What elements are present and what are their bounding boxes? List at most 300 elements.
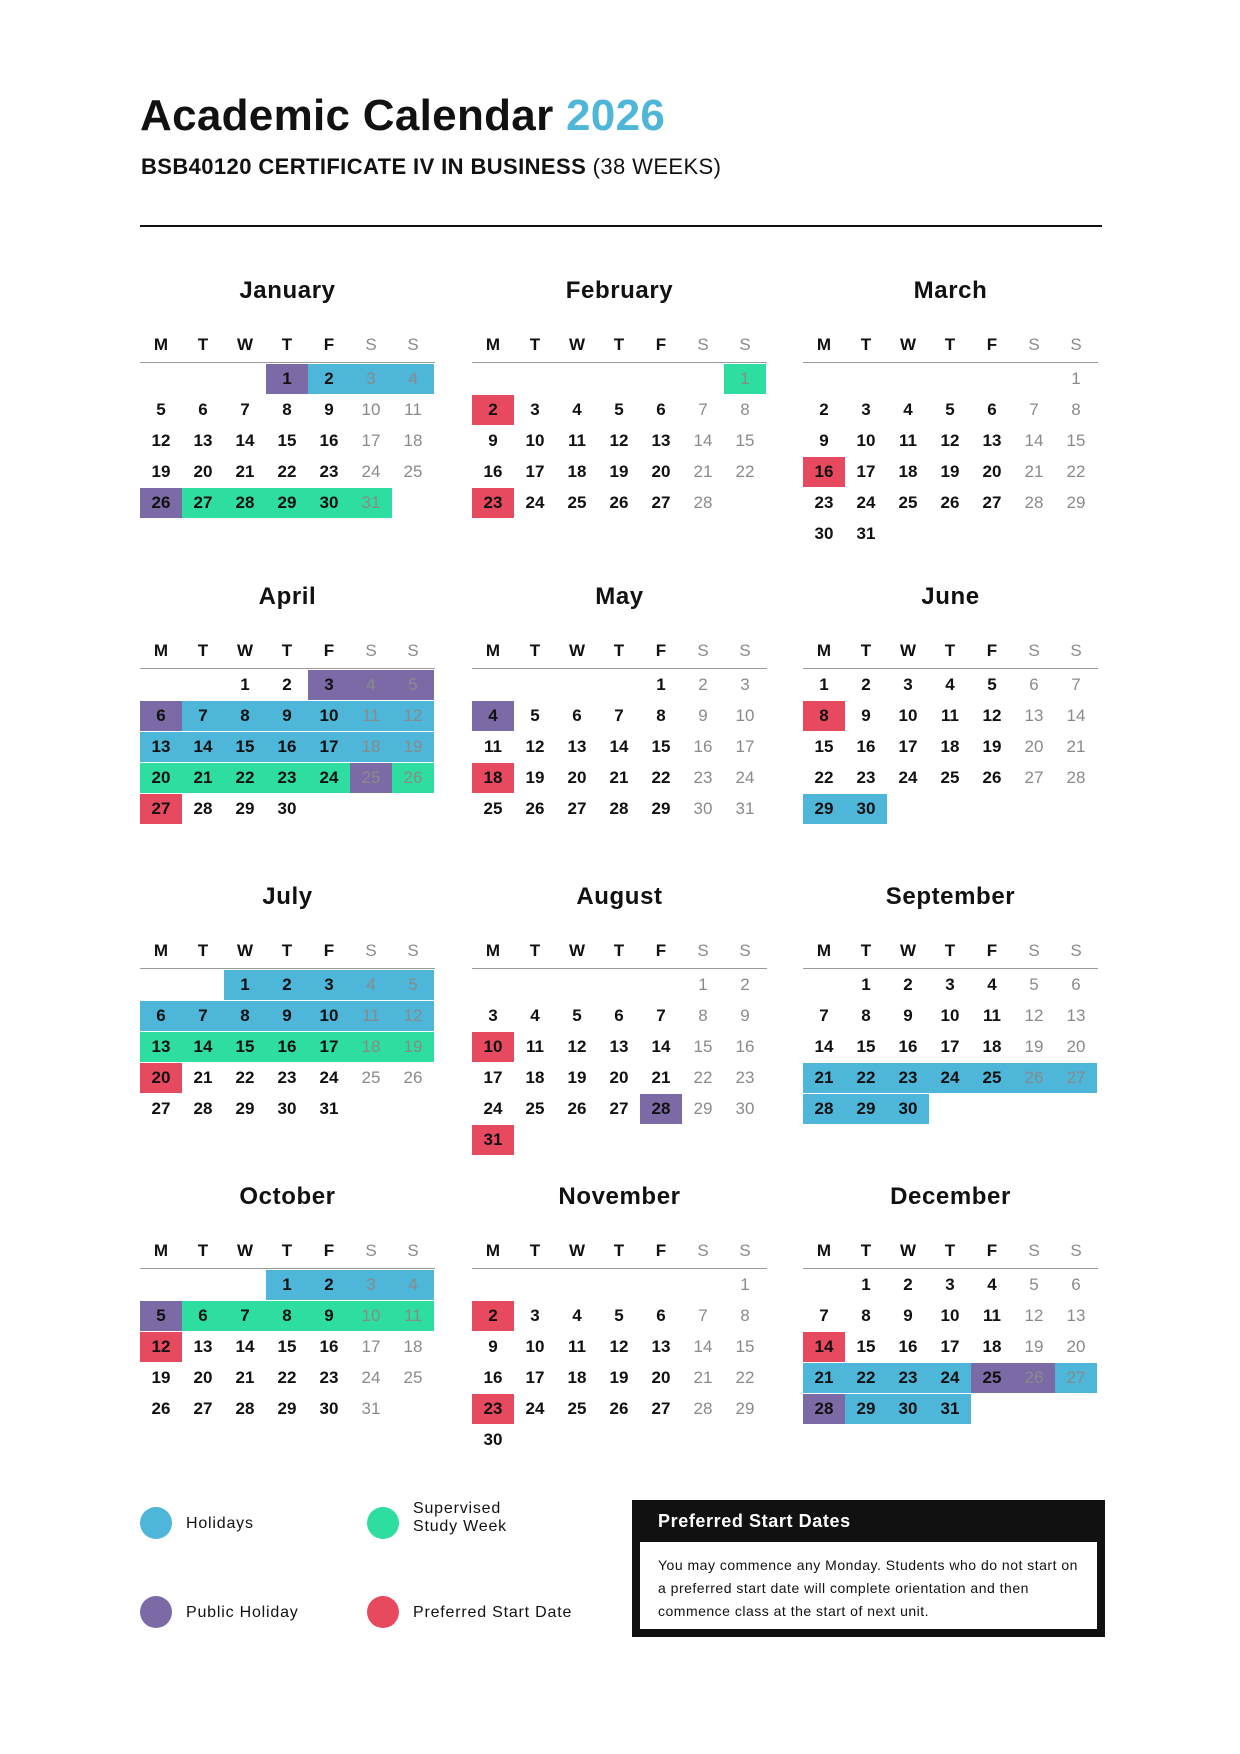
day-cell: 23: [814, 493, 834, 512]
day-cell: 20: [567, 768, 587, 787]
month-divider: [803, 668, 1098, 669]
day-cell: 13: [982, 431, 1002, 450]
day-cell: 5: [614, 1306, 624, 1325]
day-cell: 30: [308, 488, 350, 518]
day-cell: 17: [856, 462, 876, 481]
day-cell: 3: [350, 364, 392, 394]
day-cell: 12: [140, 1332, 182, 1362]
day-cell: 17: [940, 1337, 960, 1356]
day-cell: 29: [266, 488, 308, 518]
weekday-label: S: [365, 641, 377, 660]
day-cell: 11: [568, 431, 586, 450]
day-cell: 9: [861, 706, 871, 725]
weekday-label: S: [365, 1241, 377, 1260]
day-cell: 23: [266, 763, 308, 793]
day-cell: 5: [987, 675, 997, 694]
day-cell: 19: [525, 768, 545, 787]
day-cell: 27: [140, 794, 182, 824]
day-cell: 21: [182, 763, 224, 793]
day-cell: 9: [324, 400, 334, 419]
day-cell: 24: [319, 1068, 339, 1087]
weekday-header: [472, 335, 767, 355]
day-cell: 11: [404, 400, 422, 419]
weekday-label: W: [899, 641, 917, 660]
day-cell: 29: [845, 1394, 887, 1424]
month-divider: [140, 968, 435, 969]
weekday-label: S: [407, 1241, 419, 1260]
day-cell: 31: [472, 1125, 514, 1155]
day-cell: 30: [887, 1094, 929, 1124]
day-cell: 12: [609, 431, 629, 450]
day-cell: 25: [403, 462, 423, 481]
day-cell: 4: [987, 1275, 997, 1294]
day-cell: 23: [277, 1068, 297, 1087]
day-cell: 27: [609, 1099, 629, 1118]
day-cell: 21: [235, 1368, 255, 1387]
day-cell: 28: [803, 1094, 845, 1124]
day-cell: 5: [156, 400, 166, 419]
weekday-label: T: [281, 1241, 293, 1260]
day-cell: 14: [182, 732, 224, 762]
day-cell: 8: [282, 400, 292, 419]
title-text: Academic Calendar: [140, 91, 554, 140]
day-cell: 15: [735, 1337, 755, 1356]
weekday-label: T: [613, 641, 625, 660]
day-cell: 30: [814, 524, 834, 543]
weekday-label: F: [986, 335, 998, 354]
day-cell: 8: [803, 701, 845, 731]
month-name: March: [913, 277, 988, 304]
day-cell: 6: [656, 400, 666, 419]
day-cell: 9: [903, 1006, 913, 1025]
day-cell: 4: [350, 970, 392, 1000]
page-title: [140, 92, 665, 140]
day-cell: 11: [568, 1337, 586, 1356]
day-cell: 13: [651, 431, 671, 450]
day-cell: 7: [1029, 400, 1039, 419]
day-cell: 10: [525, 1337, 545, 1356]
day-cell: 9: [308, 1301, 350, 1331]
day-cell: 2: [903, 975, 913, 994]
day-cell: 7: [819, 1306, 829, 1325]
day-cell: 20: [1066, 1337, 1086, 1356]
day-cell: 20: [193, 462, 213, 481]
day-cell: 21: [693, 462, 713, 481]
day-cell: 10: [940, 1006, 960, 1025]
day-cell: 21: [803, 1363, 845, 1393]
weekday-header: [803, 1241, 1098, 1261]
day-cell: 3: [350, 1270, 392, 1300]
day-cell: 6: [614, 1006, 624, 1025]
day-cell: 1: [861, 975, 871, 994]
weekday-label: W: [236, 941, 254, 960]
course-duration: (38 WEEKS): [592, 154, 722, 179]
weekday-label: T: [197, 335, 209, 354]
day-cell: 26: [567, 1099, 587, 1118]
holidays-swatch: [140, 1507, 172, 1539]
day-cell: 18: [982, 1037, 1002, 1056]
day-cell: 20: [609, 1068, 629, 1087]
weekday-header: [140, 335, 435, 355]
day-cell: 3: [740, 675, 750, 694]
day-cell: 6: [182, 1301, 224, 1331]
day-cell: 19: [1024, 1037, 1044, 1056]
day-cell: 3: [488, 1006, 498, 1025]
day-cell: 12: [1024, 1306, 1044, 1325]
day-cell: 3: [530, 400, 540, 419]
day-cell: 20: [651, 1368, 671, 1387]
day-cell: 8: [224, 701, 266, 731]
day-cell: 7: [819, 1006, 829, 1025]
day-cell: 15: [224, 1032, 266, 1062]
day-cell: 6: [140, 1001, 182, 1031]
day-cell: 30: [845, 794, 887, 824]
day-cell: 30: [483, 1430, 503, 1449]
day-cell: 13: [1066, 1306, 1086, 1325]
weekday-header: [472, 1241, 767, 1261]
weekday-label: F: [655, 641, 667, 660]
day-cell: 24: [483, 1099, 503, 1118]
day-cell: 8: [266, 1301, 308, 1331]
day-cell: 17: [525, 462, 545, 481]
day-cell: 25: [898, 493, 918, 512]
month-divider: [472, 968, 767, 969]
weekday-header: [472, 641, 767, 661]
day-cell: 6: [198, 400, 208, 419]
weekday-label: T: [613, 1241, 625, 1260]
weekday-label: W: [899, 335, 917, 354]
day-cell: 8: [656, 706, 666, 725]
day-cell: 22: [735, 462, 755, 481]
day-cell: 18: [898, 462, 918, 481]
day-cell: 4: [472, 701, 514, 731]
day-cell: 4: [392, 1270, 434, 1300]
day-cell: 31: [856, 524, 876, 543]
weekday-label: S: [697, 1241, 709, 1260]
weekday-label: S: [739, 1241, 751, 1260]
weekday-label: F: [655, 941, 667, 960]
day-cell: 1: [1071, 369, 1081, 388]
day-cell: 16: [856, 737, 876, 756]
day-cell: 28: [803, 1394, 845, 1424]
day-cell: 21: [193, 1068, 213, 1087]
weekday-header: [140, 941, 435, 961]
weekday-label: S: [1070, 941, 1082, 960]
weekday-label: S: [1070, 335, 1082, 354]
day-cell: 30: [693, 799, 713, 818]
month-name: May: [595, 583, 644, 610]
day-cell: 14: [693, 431, 713, 450]
day-cell: 24: [525, 493, 545, 512]
day-cell: 4: [350, 670, 392, 700]
day-cell: 18: [350, 1032, 392, 1062]
day-cell: 10: [856, 431, 876, 450]
day-cell: 10: [940, 1306, 960, 1325]
day-cell: 10: [308, 1001, 350, 1031]
day-cell: 26: [940, 493, 960, 512]
day-cell: 26: [609, 1399, 629, 1418]
weekday-label: S: [365, 335, 377, 354]
day-cell: 1: [740, 1275, 750, 1294]
day-cell: 31: [735, 799, 755, 818]
day-cell: 24: [735, 768, 755, 787]
day-cell: 7: [656, 1006, 666, 1025]
day-cell: 4: [392, 364, 434, 394]
weekday-label: T: [944, 941, 956, 960]
day-cell: 9: [488, 431, 498, 450]
day-cell: 21: [693, 1368, 713, 1387]
day-cell: 5: [530, 706, 540, 725]
day-cell: 18: [350, 732, 392, 762]
weekday-label: S: [697, 641, 709, 660]
weekday-label: F: [986, 941, 998, 960]
day-cell: 16: [319, 431, 339, 450]
day-cell: 6: [572, 706, 582, 725]
day-cell: 10: [472, 1032, 514, 1062]
day-cell: 22: [277, 1368, 297, 1387]
day-cell: 3: [308, 670, 350, 700]
day-cell: 25: [567, 1399, 587, 1418]
weekday-label: W: [236, 335, 254, 354]
day-cell: 9: [488, 1337, 498, 1356]
title-year: 2026: [566, 91, 666, 140]
day-cell: 22: [735, 1368, 755, 1387]
day-cell: 3: [861, 400, 871, 419]
legend-holidays-label: Holidays: [186, 1515, 254, 1532]
day-cell: 4: [987, 975, 997, 994]
day-cell: 7: [698, 400, 708, 419]
day-cell: 29: [235, 799, 255, 818]
preferred-start-dates-text: You may commence any Monday. Students who do not start on a preferred start date will complete orientation and then commence class at the start of next unit.: [658, 1557, 1078, 1619]
day-cell: 9: [266, 701, 308, 731]
day-cell: 14: [235, 1337, 255, 1356]
weekday-label: T: [281, 335, 293, 354]
day-cell: 27: [151, 1099, 171, 1118]
weekday-label: M: [485, 1241, 501, 1260]
day-cell: 16: [266, 732, 308, 762]
day-cell: 17: [483, 1068, 503, 1087]
day-cell: 23: [856, 768, 876, 787]
day-cell: 19: [940, 462, 960, 481]
day-cell: 30: [735, 1099, 755, 1118]
day-cell: 9: [903, 1306, 913, 1325]
day-cell: 13: [193, 1337, 213, 1356]
day-cell: 5: [572, 1006, 582, 1025]
day-cell: 12: [940, 431, 960, 450]
weekday-label: T: [860, 641, 872, 660]
day-cell: 2: [308, 1270, 350, 1300]
day-cell: 9: [740, 1006, 750, 1025]
day-cell: 7: [614, 706, 624, 725]
day-cell: 13: [140, 1032, 182, 1062]
day-cell: 24: [361, 1368, 381, 1387]
day-cell: 15: [277, 1337, 297, 1356]
day-cell: 17: [361, 1337, 381, 1356]
day-cell: 16: [483, 462, 503, 481]
day-cell: 19: [392, 1032, 434, 1062]
day-cell: 15: [277, 431, 297, 450]
day-cell: 11: [526, 1037, 544, 1056]
day-cell: 1: [240, 675, 250, 694]
weekday-label: W: [568, 641, 586, 660]
day-cell: 11: [983, 1306, 1001, 1325]
day-cell: 20: [1024, 737, 1044, 756]
day-cell: 3: [308, 970, 350, 1000]
day-cell: 10: [308, 701, 350, 731]
day-cell: 6: [140, 701, 182, 731]
day-cell: 18: [940, 737, 960, 756]
day-cell: 27: [651, 1399, 671, 1418]
weekday-header: [140, 641, 435, 661]
weekday-label: S: [1070, 641, 1082, 660]
day-cell: 27: [193, 1399, 213, 1418]
month-name: December: [890, 1183, 1011, 1210]
day-cell: 4: [903, 400, 913, 419]
day-cell: 31: [361, 1399, 381, 1418]
day-cell: 26: [140, 488, 182, 518]
day-cell: 1: [224, 970, 266, 1000]
weekday-label: S: [1028, 335, 1040, 354]
day-cell: 3: [530, 1306, 540, 1325]
weekday-header: [472, 941, 767, 961]
day-cell: 17: [898, 737, 918, 756]
day-cell: 7: [240, 400, 250, 419]
month-name: November: [558, 1183, 681, 1210]
day-cell: 12: [982, 706, 1002, 725]
day-cell: 21: [1066, 737, 1086, 756]
day-cell: 21: [235, 462, 255, 481]
day-cell: 17: [361, 431, 381, 450]
day-cell: 23: [693, 768, 713, 787]
weekday-label: S: [739, 335, 751, 354]
day-cell: 6: [1071, 1275, 1081, 1294]
weekday-header: [803, 641, 1098, 661]
day-cell: 18: [567, 462, 587, 481]
day-cell: 6: [1029, 675, 1039, 694]
day-cell: 10: [735, 706, 755, 725]
weekday-label: M: [485, 641, 501, 660]
day-cell: 29: [277, 1399, 297, 1418]
weekday-label: T: [197, 1241, 209, 1260]
day-cell: 25: [567, 493, 587, 512]
weekday-label: S: [407, 941, 419, 960]
day-cell: 13: [1066, 1006, 1086, 1025]
weekday-label: M: [816, 641, 832, 660]
day-cell: 13: [193, 431, 213, 450]
day-cell: 2: [308, 364, 350, 394]
header-divider: [140, 225, 1102, 227]
day-cell: 12: [609, 1337, 629, 1356]
day-cell: 8: [698, 1006, 708, 1025]
day-cell: 21: [651, 1068, 671, 1087]
weekday-label: S: [1028, 941, 1040, 960]
month-divider: [140, 668, 435, 669]
day-cell: 8: [861, 1306, 871, 1325]
day-cell: 13: [651, 1337, 671, 1356]
weekday-label: S: [739, 941, 751, 960]
day-cell: 23: [319, 1368, 339, 1387]
day-cell: 11: [392, 1301, 434, 1331]
day-cell: 12: [392, 701, 434, 731]
weekday-label: S: [407, 335, 419, 354]
day-cell: 24: [308, 763, 350, 793]
day-cell: 11: [983, 1006, 1001, 1025]
day-cell: 20: [140, 763, 182, 793]
day-cell: 4: [945, 675, 955, 694]
day-cell: 20: [140, 1063, 182, 1093]
day-cell: 31: [319, 1099, 339, 1118]
weekday-label: F: [986, 1241, 998, 1260]
public-holiday-swatch: [140, 1596, 172, 1628]
day-cell: 14: [814, 1037, 834, 1056]
day-cell: 19: [609, 462, 629, 481]
day-cell: 26: [982, 768, 1002, 787]
day-cell: 25: [350, 763, 392, 793]
day-cell: 2: [266, 970, 308, 1000]
weekday-label: F: [323, 941, 335, 960]
preferred-start-dates-title: Preferred Start Dates: [658, 1511, 851, 1531]
day-cell: 5: [614, 400, 624, 419]
weekday-label: S: [365, 941, 377, 960]
day-cell: 30: [887, 1394, 929, 1424]
day-cell: 21: [609, 768, 629, 787]
preferred-start-dates-box: [632, 1500, 1105, 1637]
day-cell: 17: [735, 737, 755, 756]
day-cell: 13: [609, 1037, 629, 1056]
day-cell: 24: [361, 462, 381, 481]
month-name: October: [239, 1183, 336, 1210]
weekday-label: W: [236, 641, 254, 660]
day-cell: 20: [982, 462, 1002, 481]
day-cell: 14: [651, 1037, 671, 1056]
weekday-label: T: [860, 335, 872, 354]
day-cell: 1: [819, 675, 829, 694]
day-cell: 3: [903, 675, 913, 694]
legend-supervised-label-line2: Study Week: [413, 1518, 507, 1535]
month-divider: [140, 362, 435, 363]
legend-public-holiday-label: Public Holiday: [186, 1604, 299, 1621]
day-cell: 13: [1024, 706, 1044, 725]
day-cell: 19: [151, 462, 171, 481]
day-cell: 24: [856, 493, 876, 512]
day-cell: 3: [945, 975, 955, 994]
day-cell: 21: [1024, 462, 1044, 481]
weekday-label: M: [816, 335, 832, 354]
day-cell: 11: [899, 431, 917, 450]
day-cell: 27: [1055, 1063, 1097, 1093]
day-cell: 28: [235, 1399, 255, 1418]
day-cell: 14: [235, 431, 255, 450]
day-cell: 16: [483, 1368, 503, 1387]
day-cell: 7: [1071, 675, 1081, 694]
day-cell: 28: [193, 799, 213, 818]
weekday-label: M: [485, 941, 501, 960]
month-divider: [803, 1268, 1098, 1269]
day-cell: 8: [224, 1001, 266, 1031]
day-cell: 9: [819, 431, 829, 450]
weekday-label: F: [655, 335, 667, 354]
month-name: April: [258, 583, 317, 610]
day-cell: 23: [319, 462, 339, 481]
weekday-header: [140, 1241, 435, 1261]
weekday-label: W: [568, 1241, 586, 1260]
day-cell: 5: [392, 670, 434, 700]
day-cell: 16: [319, 1337, 339, 1356]
day-cell: 28: [640, 1094, 682, 1124]
day-cell: 15: [814, 737, 834, 756]
weekday-label: T: [529, 641, 541, 660]
weekday-label: T: [281, 941, 293, 960]
